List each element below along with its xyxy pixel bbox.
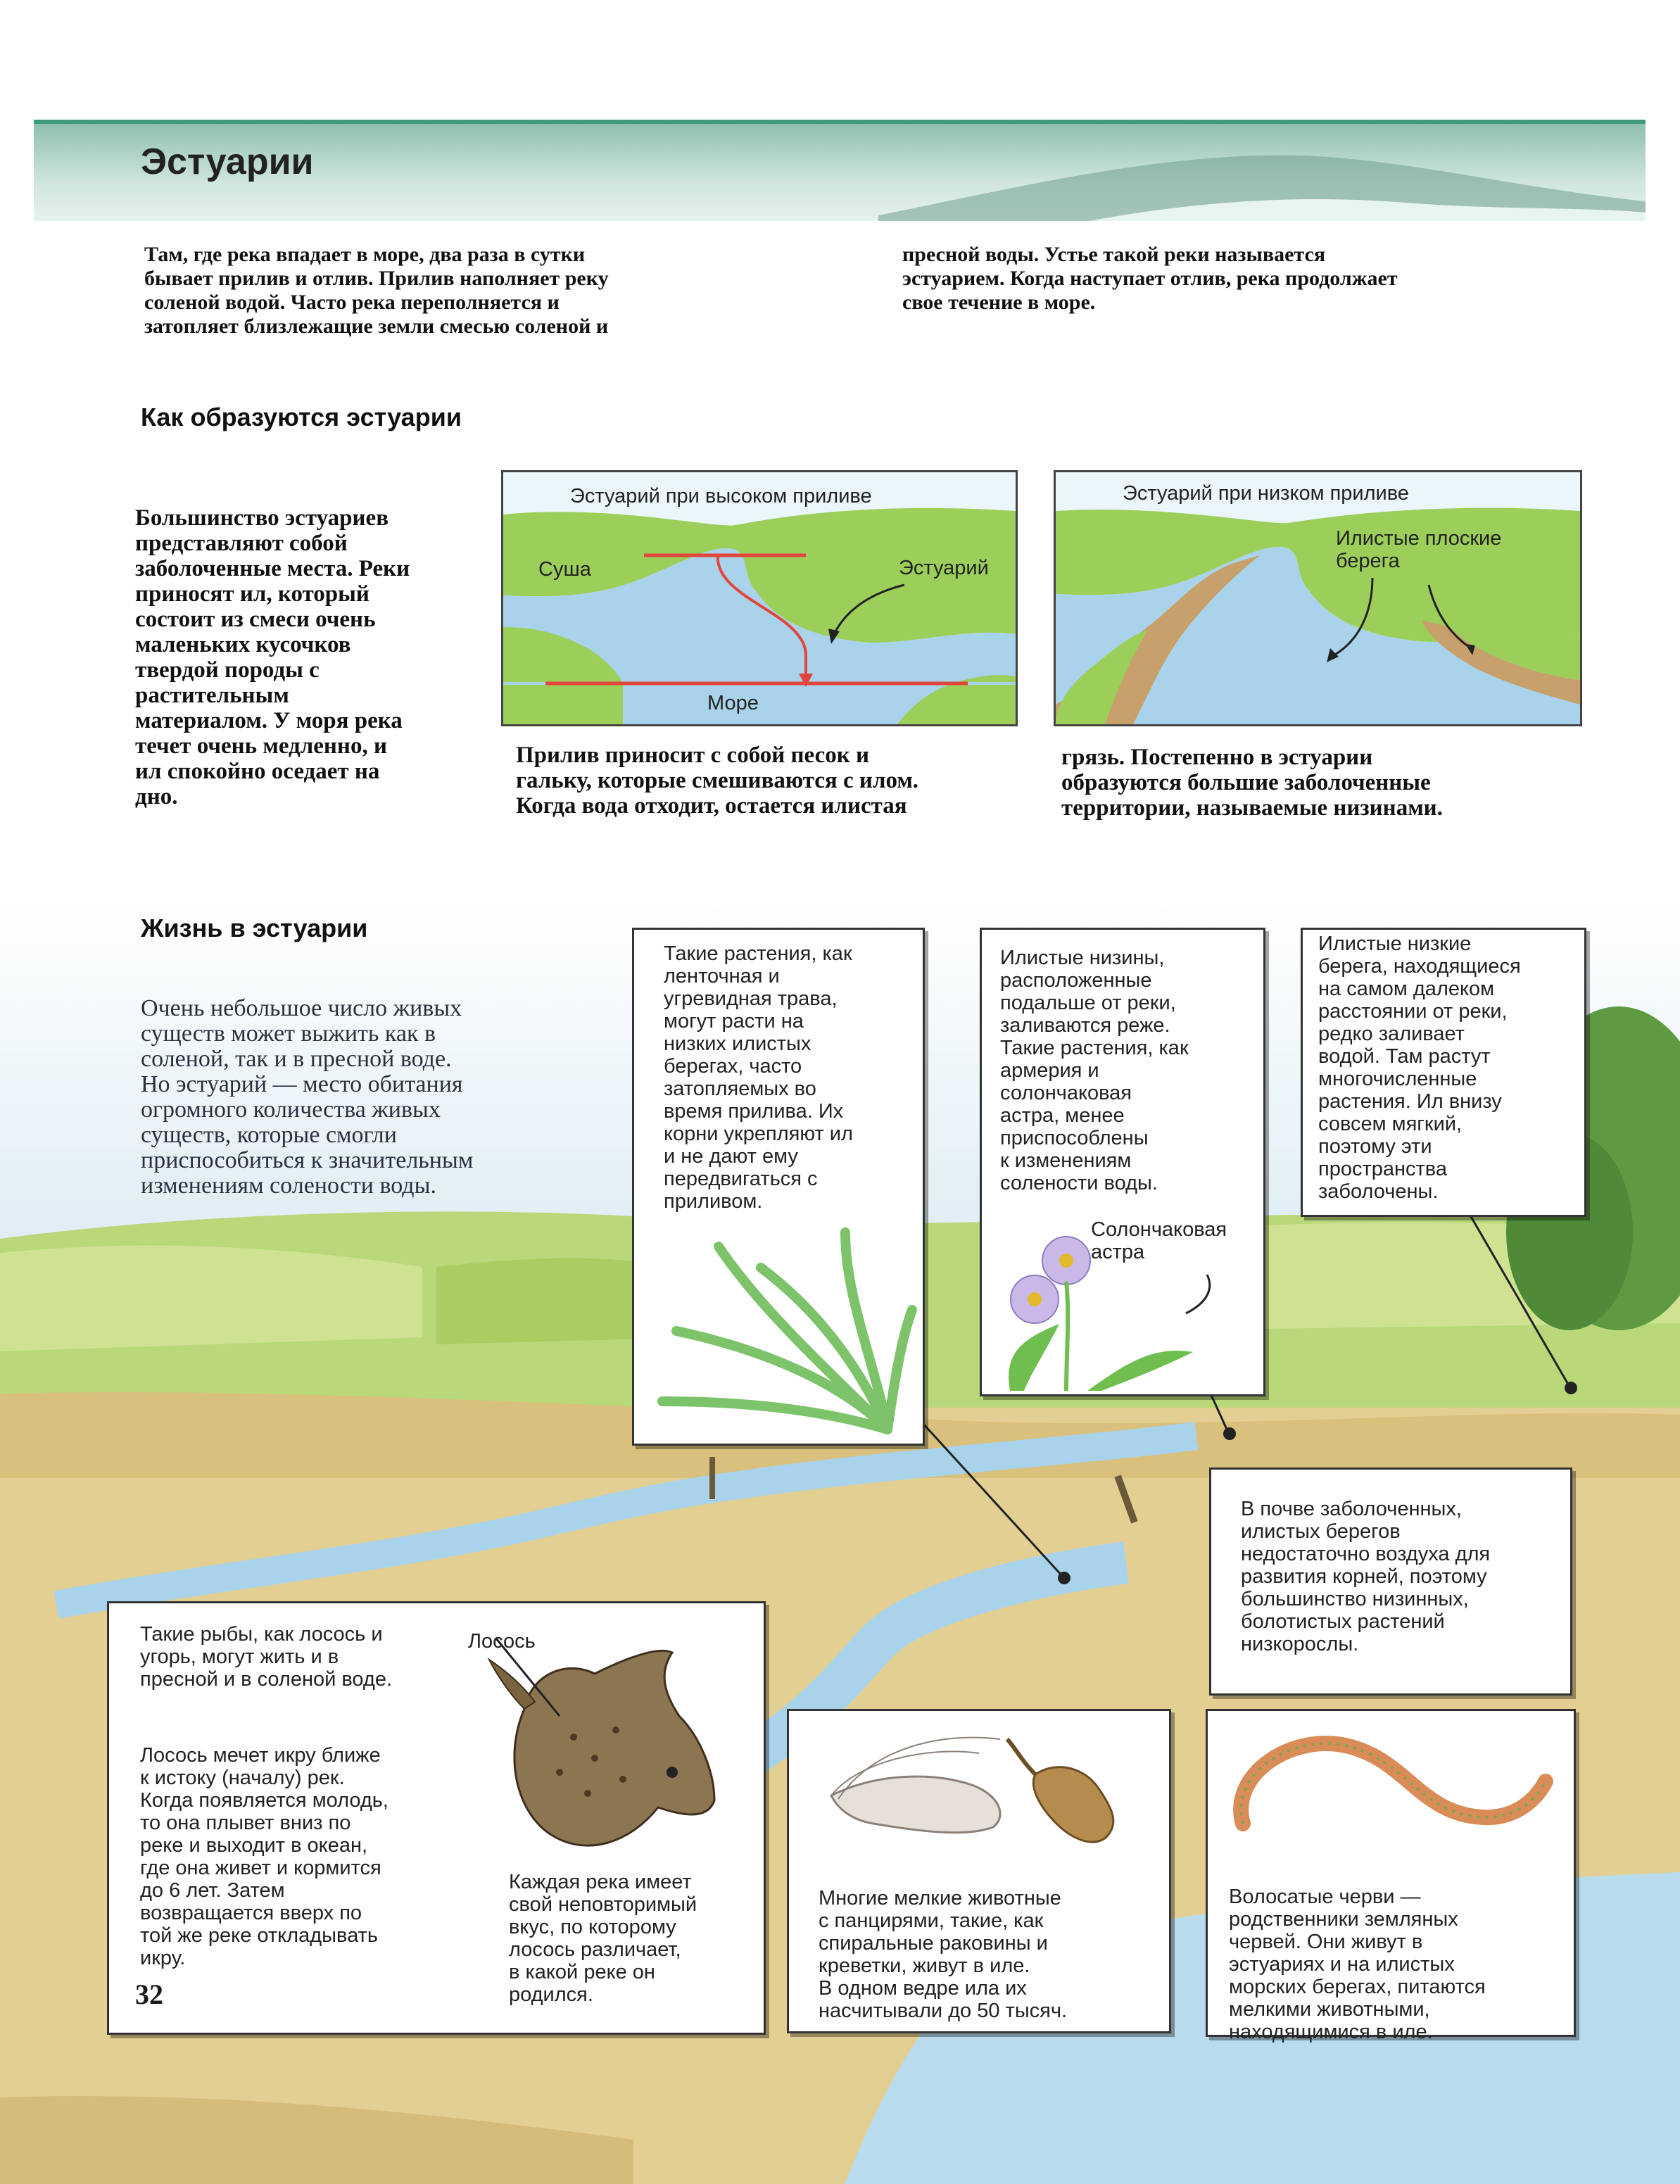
callout-line: затопляемых во [664, 1078, 816, 1100]
callout-line: то она плывет вниз по [140, 1812, 351, 1834]
callout-line: заливаются реже. [1000, 1014, 1170, 1037]
callout-line: ленточная и [664, 965, 780, 987]
callout-line: солености воды. [1000, 1172, 1158, 1194]
callout-line: до 6 лет. Затем [140, 1879, 285, 1902]
callout-line: расстоянии от реки, [1318, 1000, 1508, 1023]
body-line: Большинство эстуариев [135, 505, 389, 531]
caption-line: образуются большие заболоченные [1061, 770, 1431, 795]
callout-line: Многие мелкие животные [819, 1887, 1061, 1910]
callout-soil [1209, 1467, 1572, 1696]
label-mudflats-2: берега [1336, 550, 1400, 572]
intro-line: бывает прилив и отлив. Прилив наполняет реку [144, 267, 609, 290]
intro-line: эстуарием. Когда наступает отлив, река продолжает [902, 267, 1398, 290]
callout-line: болотистых растений [1241, 1610, 1445, 1633]
salmon-illustration [482, 1631, 750, 1871]
callout-line: редко заливает [1318, 1023, 1465, 1045]
label-sea: Море [707, 692, 759, 714]
callout-line: родился. [509, 1983, 593, 2006]
body-line: приспособиться к значительным [141, 1147, 474, 1173]
body-line: заболоченные места. Реки [135, 556, 410, 581]
callout-line: солончаковая [1000, 1082, 1132, 1104]
callout-line: угорь, могут жить и в [140, 1646, 339, 1668]
callout-line: креветки, живут в иле. [819, 1955, 1030, 1977]
callout-line: Такие растения, как [1000, 1037, 1189, 1059]
body-line: Но эстуарий — место обитания [141, 1071, 463, 1097]
callout-line: свой неповторимый [509, 1893, 697, 1916]
callout-line: червей. Они живут в [1229, 1931, 1423, 1953]
callout-line: Каждая река имеет [509, 1871, 692, 1893]
body-line: Очень небольшое число живых [141, 995, 462, 1021]
caption-line: территории, называемые низинами. [1061, 795, 1443, 821]
callout-line: Илистые низкие [1318, 933, 1472, 955]
intro-line: пресной воды. Устье такой реки называется [902, 243, 1326, 266]
label-estuary: Эстуарий [899, 557, 989, 579]
body-line: дно. [135, 784, 178, 809]
body-line: огромного количества живых [141, 1097, 441, 1123]
shrimp-snail-illustration [789, 1718, 1169, 1873]
callout-fish [107, 1601, 766, 2035]
callout-line: В почве заболоченных, [1241, 1498, 1462, 1520]
callout-line: морских берегах, питаются [1229, 1976, 1486, 1998]
intro-line: соленой водой. Часто река переполняется и [144, 291, 560, 314]
callout-line: к истоку (началу) рек. [140, 1767, 345, 1789]
body-line: маленьких кусочков [135, 632, 351, 657]
callout-line: В одном ведре ила их [819, 1977, 1027, 2000]
callout-line: многочисленные [1318, 1068, 1477, 1090]
callout-line: и не дают ему [664, 1145, 798, 1168]
section-heading-formation: Как образуются эстуарии [141, 403, 462, 431]
body-line: приносят ил, который [135, 581, 370, 607]
callout-line: поэтому эти [1318, 1135, 1432, 1158]
page-title: Эстуарии [141, 141, 314, 182]
aster-label-2: астра [1091, 1241, 1145, 1263]
body-line: существ, которые смогли [141, 1122, 397, 1148]
callout-far-banks [1301, 928, 1586, 1217]
caption-line: Прилив приносит с собой песок и [516, 743, 870, 768]
callout-aster [980, 928, 1265, 1396]
callout-line: находящимися в иле. [1229, 2021, 1433, 2043]
callout-line: пространства [1318, 1158, 1448, 1180]
callout-line: берегах, часто [664, 1055, 802, 1078]
callout-shells [787, 1709, 1171, 2033]
callout-line: вкус, по которому [509, 1916, 676, 1938]
callout-line: Такие растения, как [664, 942, 852, 965]
callout-line: Волосатые черви — [1229, 1886, 1421, 1908]
callout-line: развития корней, поэтому [1241, 1565, 1487, 1588]
callout-line: подальше от реки, [1000, 992, 1176, 1014]
caption-line: Когда вода отходит, остается илистая [516, 793, 907, 819]
callout-eelgrass [632, 928, 925, 1446]
body-line: существ может выжить как в [141, 1021, 436, 1047]
callout-line: расположенные [1000, 969, 1152, 992]
callout-line: время прилива. Их [664, 1100, 844, 1123]
callout-line: заболочены. [1318, 1180, 1439, 1203]
body-line: изменениям солености воды. [141, 1173, 436, 1199]
body-line: состоит из смеси очень [135, 607, 376, 632]
callout-line: в какой реке он [509, 1961, 655, 1983]
body-line: твердой породы с [135, 657, 320, 683]
callout-line: Такие рыбы, как лосось и [140, 1623, 383, 1646]
body-line: ил спокойно оседает на [135, 759, 380, 784]
callout-line: Лосось мечет икру ближе [140, 1744, 381, 1767]
caption-line: грязь. Постепенно в эстуарии [1061, 745, 1373, 770]
callout-line: корни укрепляют ил [664, 1123, 853, 1145]
callout-line: где она живет и кормится [140, 1857, 381, 1879]
body-line: соленой, так и в пресной воде. [141, 1046, 452, 1072]
body-line: материалом. У моря река [135, 708, 403, 733]
callout-line: могут расти на [664, 1010, 804, 1033]
callout-line: той же реке откладывать [140, 1924, 378, 1947]
callout-line: передвигаться с [664, 1168, 818, 1190]
callout-line: насчитывали до 50 тысяч. [819, 2000, 1068, 2022]
diagram-low-title: Эстуарий при низком приливе [1123, 482, 1409, 505]
body-line: растительным [135, 683, 289, 708]
worm-illustration [1208, 1718, 1574, 1873]
section-heading-life: Жизнь в эстуарии [141, 914, 368, 942]
callout-line: водой. Там растут [1318, 1045, 1491, 1068]
intro-line: свое течение в море. [902, 291, 1096, 314]
callout-line: реке и выходит в океан, [140, 1834, 368, 1857]
callout-line: приспособлены [1000, 1127, 1149, 1149]
body-line: течет очень медленно, и [135, 733, 387, 759]
callout-line: низкорослы. [1241, 1633, 1359, 1655]
callout-line: пресной и в соленой воде. [140, 1668, 393, 1691]
callout-line: берега, находящиеся [1318, 955, 1521, 978]
callout-line: недостаточно воздуха для [1241, 1543, 1491, 1565]
callout-line: спиральные раковины и [819, 1932, 1048, 1955]
intro-line: затопляет близлежащие земли смесью соленой и [144, 315, 609, 338]
callout-worms [1206, 1709, 1576, 2043]
label-land: Суша [538, 558, 591, 581]
callout-line: армерия и [1000, 1059, 1099, 1082]
eelgrass-illustration [634, 1225, 923, 1437]
aster-label-1: Солончаковая [1091, 1218, 1227, 1241]
callout-line: икру. [140, 1947, 186, 1969]
aster-illustration [982, 1211, 1263, 1394]
callout-line: илистых берегов [1241, 1520, 1401, 1543]
callout-line: на самом далеком [1318, 978, 1495, 1000]
callout-line: мелкими животными, [1229, 1998, 1430, 2021]
page-number: 32 [135, 1978, 163, 2010]
callout-line: приливом. [664, 1190, 763, 1213]
callout-line: большинство низинных, [1241, 1588, 1469, 1610]
callout-line: совсем мягкий, [1318, 1113, 1463, 1135]
callout-line: с панцирями, такие, как [819, 1910, 1044, 1932]
callout-line: растения. Ил внизу [1318, 1090, 1502, 1113]
intro-line: Там, где река впадает в море, два раза в сутки [144, 243, 586, 266]
body-line: представляют собой [135, 531, 348, 556]
callout-line: угревидная трава, [664, 987, 838, 1010]
callout-line: Когда появляется молодь, [140, 1789, 389, 1812]
salmon-label: Лосось [468, 1630, 536, 1653]
label-mudflats-1: Илистые плоские [1336, 527, 1502, 550]
callout-line: лосось различает, [509, 1938, 681, 1961]
callout-line: эстуариях и на илистых [1229, 1953, 1455, 1976]
callout-line: к изменениям [1000, 1149, 1132, 1172]
callout-line: возвращается вверх по [140, 1902, 362, 1924]
callout-line: родственники земляных [1229, 1908, 1458, 1931]
callout-line: низких илистых [664, 1033, 811, 1055]
caption-line: гальку, которые смешиваются с илом. [516, 768, 919, 793]
callout-line: Илистые низины, [1000, 947, 1165, 969]
callout-line: астра, менее [1000, 1104, 1125, 1127]
diagram-high-title: Эстуарий при высоком приливе [570, 485, 872, 507]
